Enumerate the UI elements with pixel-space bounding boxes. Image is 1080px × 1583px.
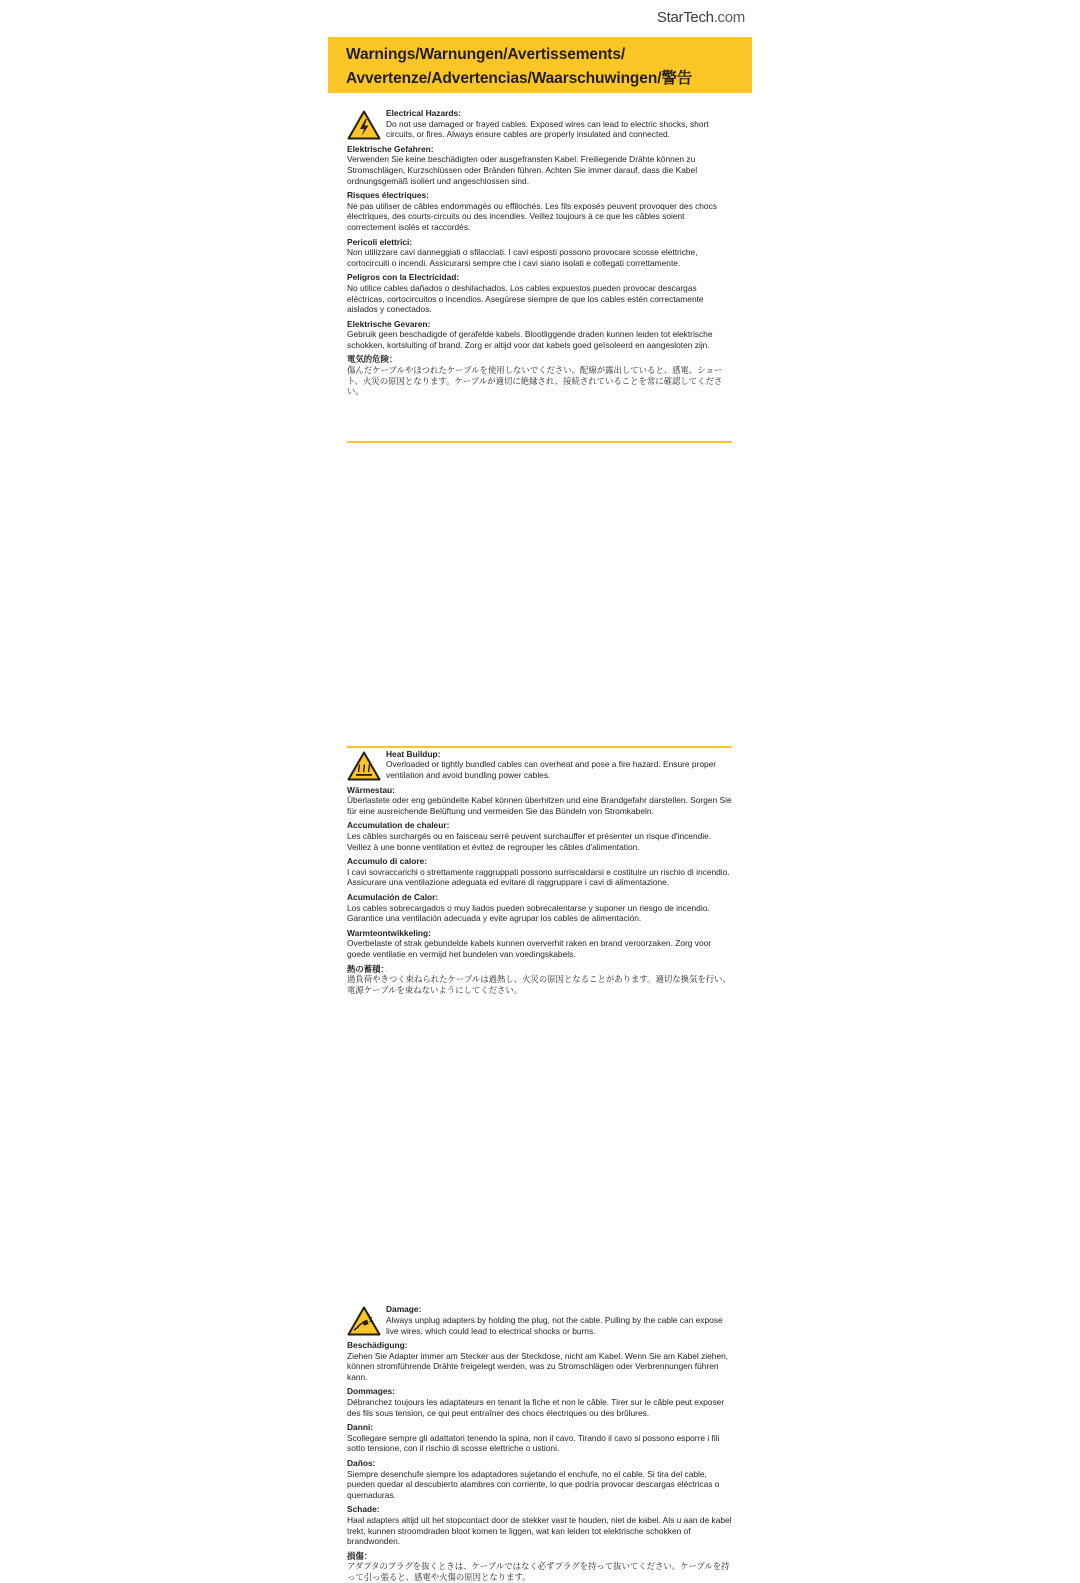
warning-item [347, 1505, 733, 1546]
warning-text: Haal adapters altijd uit het stopcontact door de stekker vast te houden, niet de kabel. Als u aan de kabel trekt, kunnen stroomdraden bloot komen te liggen, wat kan leiden tot elektrische schokken of brandwonden. [347, 1515, 732, 1547]
logo-brand: StarTech [656, 9, 714, 26]
warning-heading: Elektrische Gefahren: [347, 143, 434, 154]
warning-heading: Pericoli elettrici: [347, 236, 413, 247]
warning-text: I cavi sovraccarichi o strettamente raggruppati possono surriscaldarsi e costituire un rischio di incendio. Assicurare una ventilazione adeguata ed evitare di raggruppare i cavi di alimentazione. [347, 866, 730, 888]
warning-text: Gebruik geen beschadigde of gerafelde kabels. Blootliggende draden kunnen leiden tot elektrische schokken, kortsluiting of brand. Zorg er altijd voor dat kabels goed geïsoleerd en aangesloten zijn. [347, 329, 713, 350]
heat-buildup-section [347, 750, 733, 995]
warning-heading: Electrical Hazards: [386, 108, 461, 118]
warning-heading: Damage: [386, 1304, 422, 1315]
cable-damage-icon [347, 1306, 381, 1336]
warning-text: No utilice cables dañados o deshilachados. Los cables expuestos pueden provocar descargas eléctricas, cortocircuitos o incendios. Asegúrese siempre de que los cables estén correctamente aislados y conectados. [347, 282, 704, 315]
warning-item [347, 145, 733, 186]
heat-hazard-icon [347, 751, 381, 781]
warning-item [347, 1423, 733, 1454]
warning-heading: 損傷： [347, 1550, 373, 1561]
damage-section [347, 1305, 733, 1582]
warning-item [347, 786, 733, 817]
section-divider [347, 746, 732, 748]
warning-text: Los cables sobrecargados o muy liados pueden sobrecalentarse y suponer un riesgo de incendio. Garantice una ventilación adecuada y evite agrupar los cables de alimentación. [347, 902, 710, 924]
warning-item [347, 857, 733, 888]
warning-heading: Heat Buildup: [386, 748, 441, 759]
warning-text: Scollegare sempre gli adattatori tenendo la spina, non il cavo. Tirando il cavo si possono esporre i fili sotto tensione, con il rischio di scosse elettriche o ustioni. [347, 1432, 720, 1454]
warning-heading: Dommages: [347, 1386, 395, 1397]
warning-text: Siempre desenchufe siempre los adaptadores sujetando el enchufe, no el cable. Si tira del cable, pueden quedar al descubierto alambres con corriente, lo que podría provocar descargas eléctricas o quemaduras. [347, 1468, 720, 1500]
warning-item [386, 1305, 733, 1336]
warning-text: Overbelaste of strak gebundelde kabels kunnen oververhit raken en brand veroorzaken. Zorg voor goede ventilatie en vermijd het bundelen van voedingskabels. [347, 938, 712, 959]
warning-heading: Schade: [347, 1504, 380, 1515]
warning-text: Les câbles surchargés ou en faisceau serré peuvent surchauffer et présenter un risque d'incendie. Veillez à une bonne ventilation et évitez de regrouper les câbles d'alimentation. [347, 831, 712, 852]
warning-heading: Warmteontwikkeling: [347, 927, 431, 938]
warning-text: Ziehen Sie Adapter immer am Stecker aus der Steckdose, nicht am Kabel. Wenn Sie am Kabel ziehen, können stromführende Drähte freigelegt werden, was zu Stromschlägen oder Verbrennungen führen kann. [347, 1350, 729, 1382]
warning-text: Non utilizzare cavi danneggiati o sfilacciati. I cavi esposti possono provocare scosse elettriche, cortocircuiti o incendi. Assicurarsi sempre che i cavi siano isolati e collegati correttamente. [347, 247, 698, 268]
warning-heading: Risques électriques: [347, 190, 429, 201]
logo-suffix: .com [713, 9, 745, 26]
warning-item [347, 1341, 733, 1382]
warning-text: 傷んだケーブルやほつれたケーブルを使用しないでください。配線が露出していると、感電、ショート、火災の原因となります。ケーブルが適切に絶縁され、接続されていることを常に確認してください。 [347, 365, 723, 397]
warning-item [347, 191, 733, 232]
warning-item [347, 273, 733, 314]
warning-text: Do not use damaged or frayed cables. Exposed wires can lead to electric shocks, short circuits, or fires. Always ensure cables are properly insulated and connected. [386, 118, 709, 140]
warning-text: Débranchez toujours les adaptateurs en tenant la fiche et non le câble. Tirer sur le câble peut exposer des fils sous tension, ce qui peut entraîner des chocs électriques ou des brûlures. [347, 1397, 725, 1418]
warning-text: Verwenden Sie keine beschädigten oder ausgefransten Kabel. Freiliegende Drähte können zu Stromschlägen, Kurzschlüssen oder Bränden führen. Achten Sie immer darauf, dass die Kabel ordnungsgemäß isoliert und angeschlossen sind. [347, 154, 698, 186]
warning-item [347, 1552, 733, 1583]
warning-heading: Accumulo di calore: [347, 856, 428, 867]
warning-item [347, 893, 733, 924]
warning-heading: 熱の蓄積： [347, 963, 389, 974]
warning-item [347, 320, 733, 351]
warning-text: Always unplug adapters by holding the plug, not the cable. Pulling by the cable can expose live wires, which could lead to electrical shocks or burns. [386, 1314, 723, 1336]
warning-heading: Daños: [347, 1458, 376, 1469]
warning-item [347, 821, 733, 852]
warning-text: アダプタのプラグを抜くときは、ケーブルではなく必ずプラグを持って抜いてください。ケーブルを持って引っ張ると、感電や火傷の原因となります。 [347, 1561, 730, 1582]
warning-item [347, 965, 733, 996]
electrical-hazard-icon [347, 110, 381, 140]
banner-title-line-1: Warnings/Warnungen/Avertissements/ [346, 46, 626, 63]
warning-heading: Beschädigung: [347, 1340, 408, 1351]
warning-item [386, 109, 733, 140]
warning-text: Overloaded or tightly bundled cables can overheat and pose a fire hazard. Ensure proper ventilation and avoid bundling power cables. [386, 759, 717, 781]
warning-item [347, 355, 733, 396]
warning-item [347, 1459, 733, 1500]
warning-heading: Peligros con la Electricidad: [347, 272, 460, 283]
section-divider [347, 441, 732, 443]
warning-item [347, 929, 733, 960]
warning-item [347, 238, 733, 269]
warning-item [386, 750, 733, 781]
warning-text: 過負荷やきつく束ねられたケーブルは過熱し、火災の原因となることがあります。適切な換気を行い、電源ケーブルを束ねないようにしてください。 [347, 974, 731, 995]
warning-item [347, 1387, 733, 1418]
warning-heading: 電気的危険： [347, 354, 398, 365]
warning-text: Ne pas utiliser de câbles endommagés ou effilochés. Les fils exposés peuvent provoquer des chocs électriques, des courts-circuits ou des incendies. Veillez toujours à ce que les câbles soient correctement isolés et raccordés. [347, 200, 717, 232]
banner-title-line-2: Avvertenze/Advertencias/Waarschuwingen/警告 [346, 70, 693, 87]
warning-heading: Elektrische Gevaren: [347, 318, 431, 329]
warning-heading: Acumulación de Calor: [347, 891, 439, 902]
warnings-banner [328, 37, 752, 93]
warning-heading: Wärmestau: [347, 784, 395, 795]
startech-logo [650, 9, 745, 26]
electrical-hazards-section [347, 109, 733, 397]
warning-heading: Accumulation de chaleur: [347, 820, 450, 831]
warning-text: Überlastete oder eng gebündelte Kabel können überhitzen und eine Brandgefahr darstellen. Sorgen Sie für eine ausreichende Belüftung und vermeiden Sie das Bündeln von Stromkabeln. [347, 795, 732, 816]
warning-heading: Danni: [347, 1422, 374, 1433]
